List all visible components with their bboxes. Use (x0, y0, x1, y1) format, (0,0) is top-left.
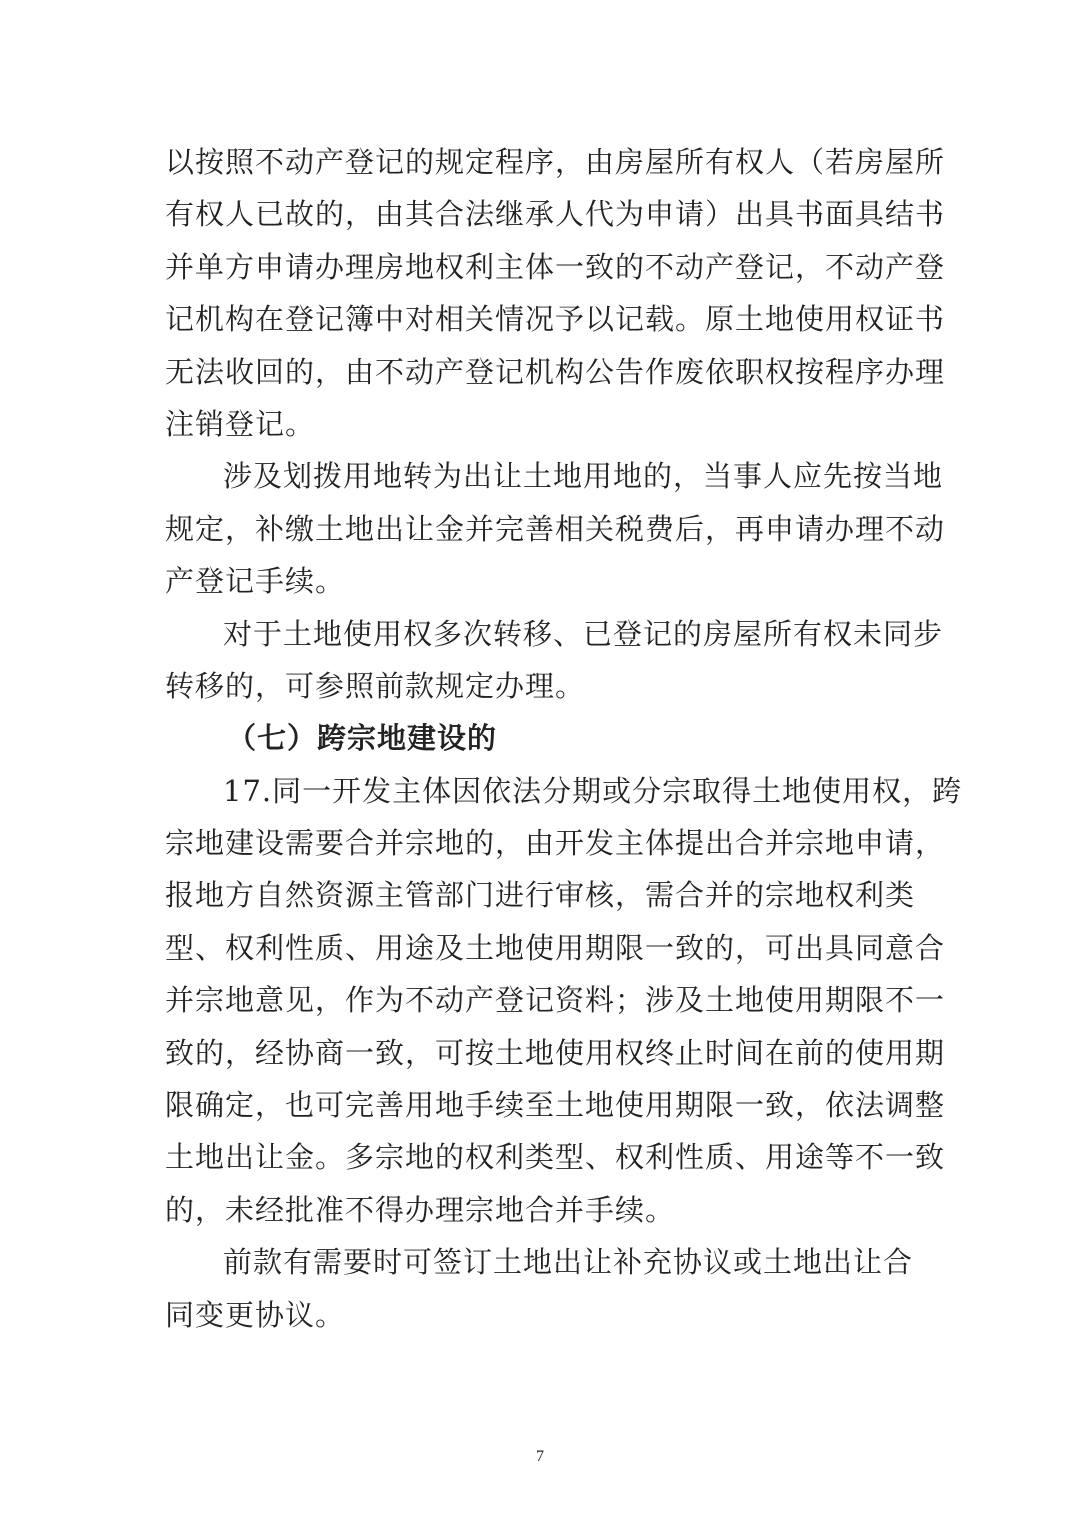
paragraph-line: 转移的，可参照前款规定办理。 (165, 668, 586, 703)
section-heading: （七）跨宗地建设的 (227, 721, 498, 756)
paragraph-line: 注销登记。 (165, 406, 316, 441)
paragraph-line: 的，未经批准不得办理宗地合并手续。 (165, 1192, 676, 1227)
paragraph-line: 对于土地使用权多次转移、已登记的房屋所有权未同步 (223, 616, 944, 651)
paragraph-line: 并单方申请办理房地权利主体一致的不动产登记，不动产登 (165, 249, 946, 284)
paragraph-line: 并宗地意见，作为不动产登记资料；涉及土地使用期限不一 (165, 983, 946, 1018)
paragraph-line: 无法收回的，由不动产登记机构公告作废依职权按程序办理 (165, 354, 946, 389)
paragraph-line: 17.同一开发主体因依法分期或分宗取得土地使用权，跨 (223, 773, 963, 808)
page-number: 7 (536, 1448, 544, 1465)
paragraph-line: 限确定，也可完善用地手续至土地使用期限一致，依法调整 (165, 1088, 946, 1123)
paragraph-line: 型、权利性质、用途及土地使用期限一致的，可出具同意合 (165, 930, 946, 965)
paragraph-line: 宗地建设需要合并宗地的，由开发主体提出合并宗地申请， (165, 826, 946, 861)
paragraph-line: 前款有需要时可签订土地出让补充协议或土地出让合 (223, 1245, 914, 1280)
paragraph-line: 有权人已故的，由其合法继承人代为申请）出具书面具结书 (165, 197, 946, 232)
document-body (165, 136, 963, 1341)
paragraph-line: 报地方自然资源主管部门进行审核，需合并的宗地权利类 (165, 878, 916, 913)
paragraph-line: 记机构在登记簿中对相关情况予以记载。原土地使用权证书 (165, 302, 946, 337)
paragraph-line: 同变更协议。 (165, 1297, 346, 1332)
paragraph-line: 以按照不动产登记的规定程序，由房屋所有权人（若房屋所 (165, 145, 946, 179)
paragraph-line: 规定，补缴土地出让金并完善相关税费后，再申请办理不动 (165, 511, 946, 546)
paragraph-line: 土地出让金。多宗地的权利类型、权利性质、用途等不一致 (165, 1140, 946, 1175)
paragraph-line: 产登记手续。 (165, 564, 346, 599)
paragraph-line: 涉及划拨用地转为出让土地用地的，当事人应先按当地 (223, 459, 944, 494)
paragraph-line: 致的，经协商一致，可按土地使用权终止时间在前的使用期 (165, 1035, 946, 1070)
